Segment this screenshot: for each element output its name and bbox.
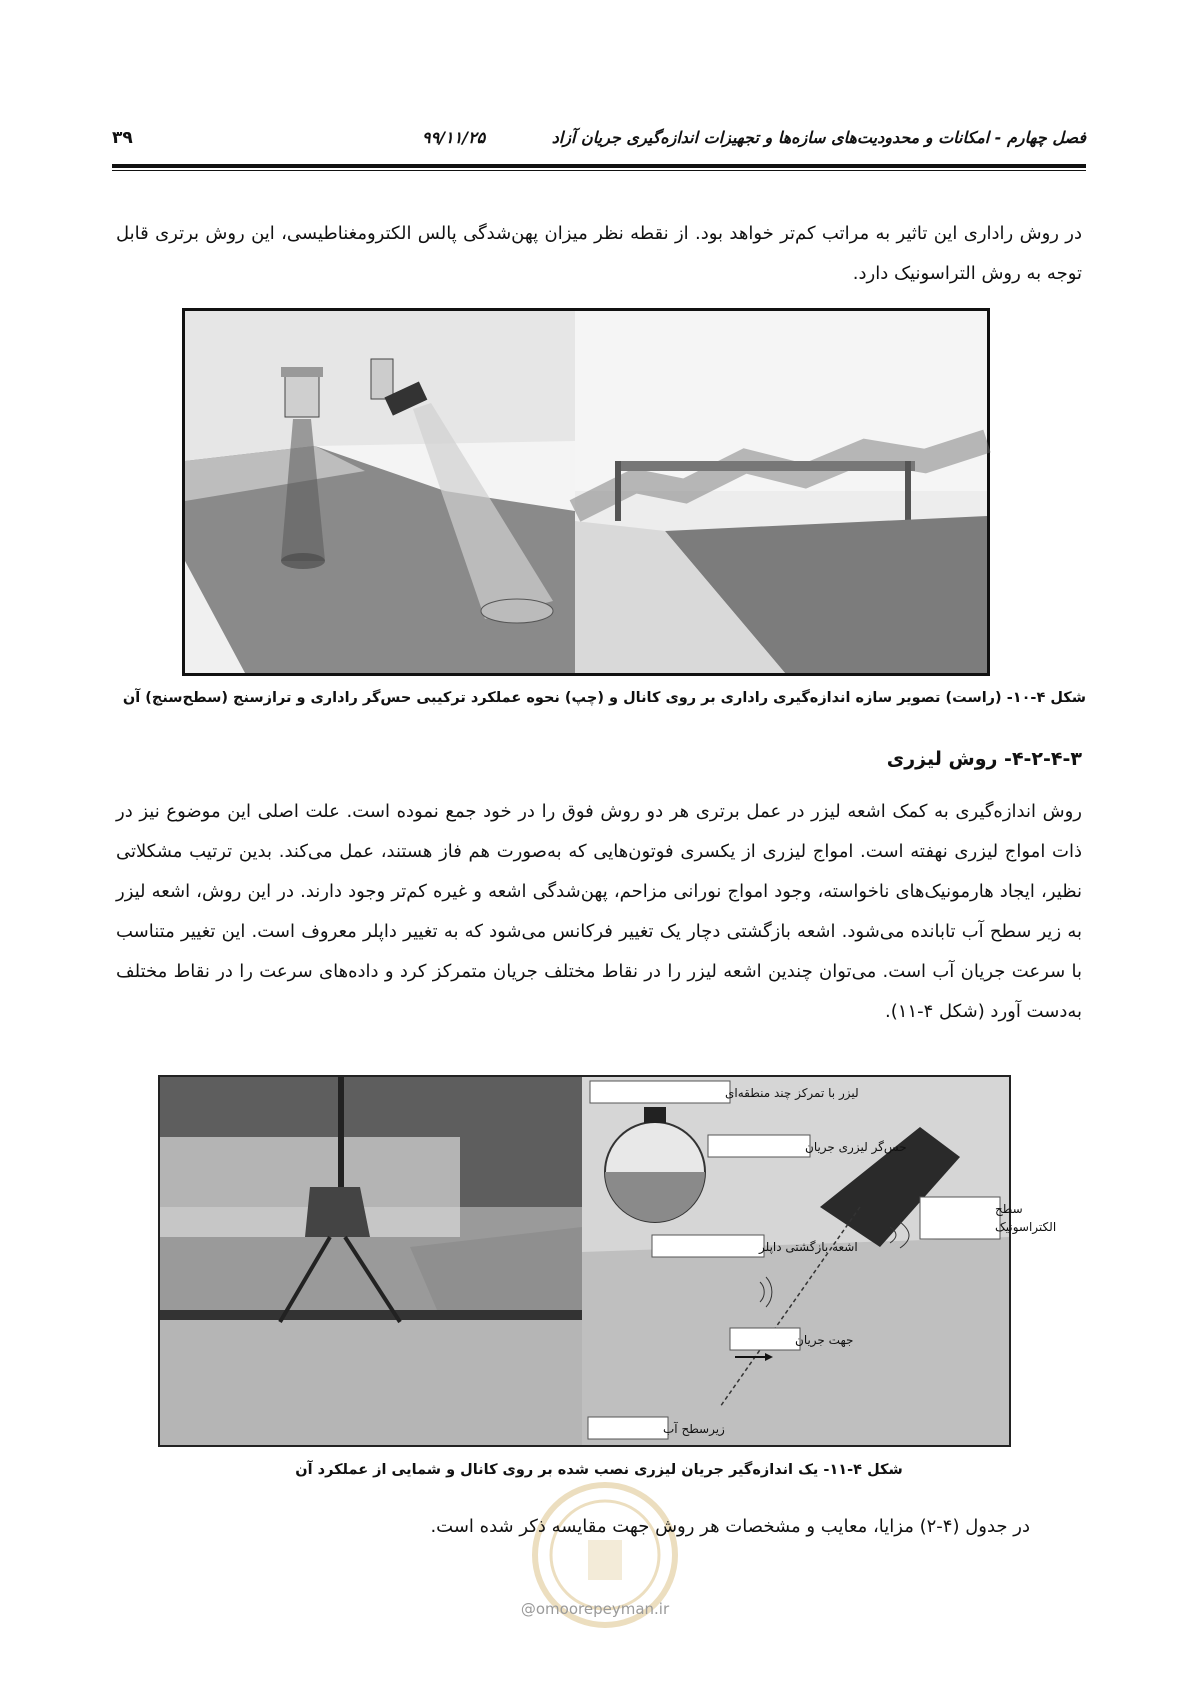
svg-text:زیرسطح آب: زیرسطح آب (663, 1422, 725, 1436)
figure-radar-sensor (182, 308, 990, 676)
watermark-url: @omoorepeyman.ir (520, 1600, 670, 1618)
chapter-title: فصل چهارم - امکانات و محدودیت‌های سازه‌ها و تجهیزات اندازه‌گیری جریان آزاد (551, 128, 1086, 147)
paragraph-table-reference: در جدول (۴-۲) مزایا، معایب و مشخصات هر روش جهت مقایسه ذکر شده است. (430, 1516, 1030, 1537)
figure2-caption: شکل ۴-۱۱- یک اندازه‌گیر جریان لیزری نصب شده بر روی کانال و شمایی از عملکرد آن (295, 1462, 903, 1478)
figure1-illustration (185, 311, 987, 673)
paragraph-radar: در روش راداری این تاثیر به مراتب کم‌تر خواهد بود. از نقطه نظر میزان پهن‌شدگی پالس الکترومغناطیسی، این روش برتری قابل توجه به روش التراسونیک دارد. (116, 223, 1082, 284)
page-number: ۳۹ (112, 128, 133, 148)
svg-text:الکتراسونیک: الکتراسونیک (995, 1220, 1057, 1234)
figure1-caption: شکل ۴-۱۰- (راست) تصویر سازه اندازه‌گیری راداری بر روی کانال و (چپ) نحوه عملکرد ترکیبی حس‌گر راداری و ترازسنج (سطح‌سنج) آن (122, 690, 1086, 706)
svg-text:اشعه بازگشتی داپلر: اشعه بازگشتی داپلر (759, 1240, 858, 1254)
paragraph-laser: روش اندازه‌گیری به کمک اشعه لیزر در عمل برتری هر دو روش فوق را در خود جمع نموده است. علت اصلی این موضوع نیز در ذات امواج لیزری نهفته است. امواج لیزری از یکسری فوتون‌هایی که به‌صورت هم فاز هستند، عمل می‌کند. بدین ترتیب مشکلاتی نظیر، ایجاد هارمونیک‌های ناخواسته، وجود امواج نورانی مزاحم، پهن‌شدگی اشعه و غیره کم‌تر وجود دارند. در این روش، اشعه لیزر به زیر سطح آب تابانده می‌شود. اشعه بازگشتی دچار یک تغییر فرکانس می‌شود که به تغییر داپلر معروف است. این تغییر متناسب با سرعت جریان آب است. می‌توان چندین اشعه لیزر را در نقاط مختلف جریان متمرکز کرد و داده‌های سرعت را در نقاط مختلف به‌دست آورد (شکل ۴-۱۱). (116, 801, 1082, 1022)
svg-text:حس‌گر لیزری جریان: حس‌گر لیزری جریان (805, 1140, 907, 1154)
svg-text:سطح: سطح (995, 1202, 1023, 1216)
header-rule-thick (112, 164, 1086, 168)
header-date: ۹۹/۱۱/۲۵ (422, 128, 486, 147)
page-header (112, 128, 1086, 158)
figure-laser-sensor (158, 1075, 1057, 1447)
svg-text:لیزر با تمرکز چند منطقه‌ای: لیزر با تمرکز چند منطقه‌ای (725, 1086, 859, 1100)
svg-text:جهت جریان: جهت جریان (795, 1333, 854, 1347)
label-ultrasonic (920, 1197, 1056, 1239)
section-heading: ۴-۲-۴-۳- روش لیزری (886, 748, 1082, 770)
header-rule-thin (112, 170, 1086, 171)
